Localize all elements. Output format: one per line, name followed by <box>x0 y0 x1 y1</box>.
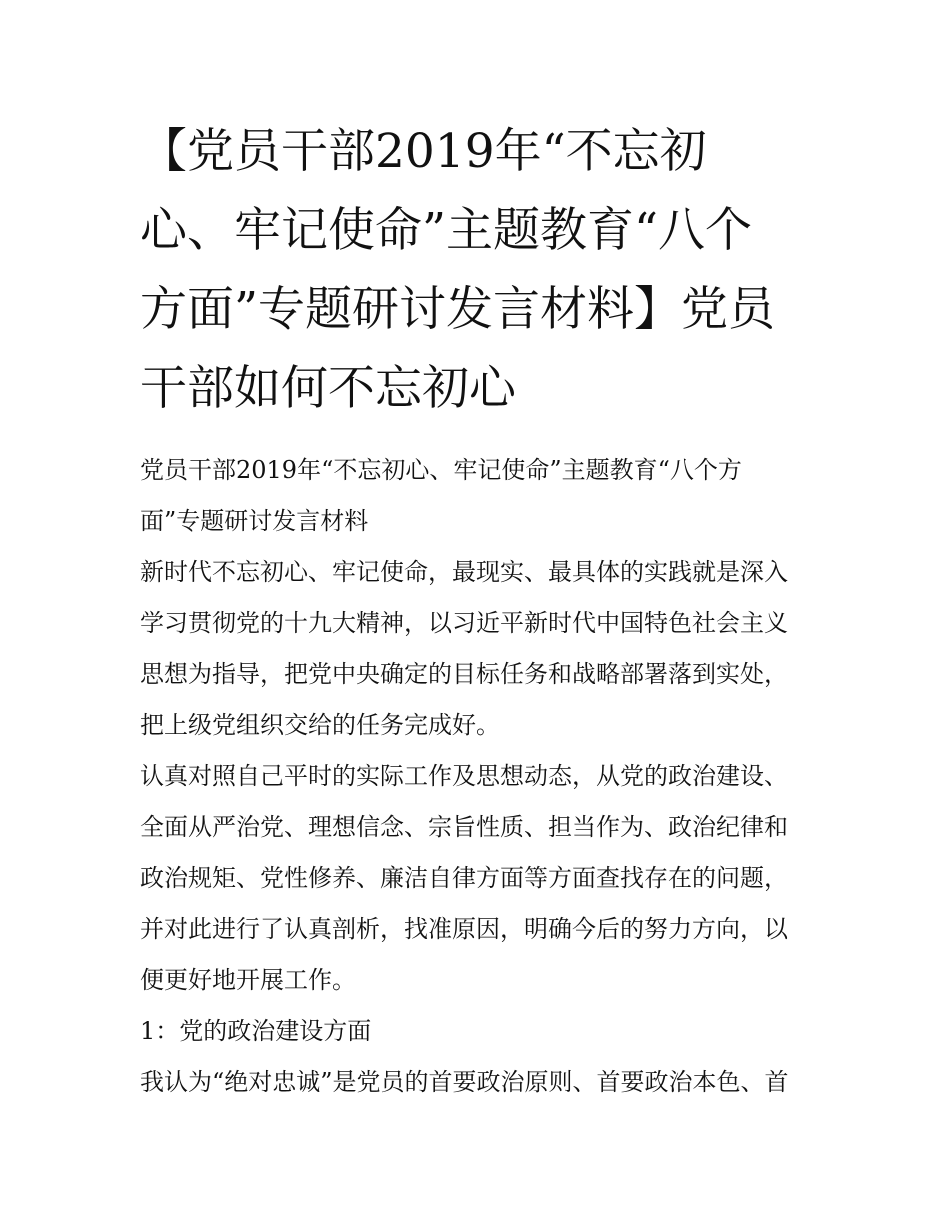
title-line: 【党员干部2019年“不忘初 <box>140 124 707 179</box>
document-title <box>140 112 820 428</box>
text-line: 认真对照自己平时的实际工作及思想动态，从党的政治建设、 <box>140 762 788 790</box>
paragraph-intro <box>140 547 820 751</box>
paragraph-review <box>140 751 820 1006</box>
text-line: 新时代不忘初心、牢记使命，最现实、最具体的实践就是深入 <box>140 558 788 586</box>
section-heading <box>140 1006 820 1057</box>
title-line: 心、牢记使命”主题教育“八个 <box>140 203 753 258</box>
text-line: 把上级党组织交给的任务完成好。 <box>140 711 500 739</box>
text-line: 政治规矩、党性修养、廉洁自律方面等方面查找存在的问题， <box>140 864 788 892</box>
paragraph-loyalty <box>140 1057 820 1108</box>
text-line: 思想为指导，把党中央确定的目标任务和战略部署落到实处， <box>140 660 788 688</box>
document-body <box>140 445 820 1108</box>
text-line: 1：党的政治建设方面 <box>140 1017 372 1045</box>
text-line: 面”专题研讨发言材料 <box>140 507 369 535</box>
title-line: 干部如何不忘初心 <box>140 361 516 416</box>
text-line: 并对此进行了认真剖析，找准原因，明确今后的努力方向，以 <box>140 915 788 943</box>
paragraph-subtitle <box>140 445 820 547</box>
text-line: 党员干部2019年“不忘初心、牢记使命”主题教育“八个方 <box>140 456 742 484</box>
text-line: 学习贯彻党的十九大精神，以习近平新时代中国特色社会主义 <box>140 609 788 637</box>
text-line: 全面从严治党、理想信念、宗旨性质、担当作为、政治纪律和 <box>140 813 788 841</box>
document-page <box>140 112 820 1108</box>
text-line: 我认为“绝对忠诚”是党员的首要政治原则、首要政治本色、首 <box>140 1068 789 1096</box>
title-line: 方面”专题研讨发言材料】党员 <box>140 282 776 337</box>
text-line: 便更好地开展工作。 <box>140 966 356 994</box>
